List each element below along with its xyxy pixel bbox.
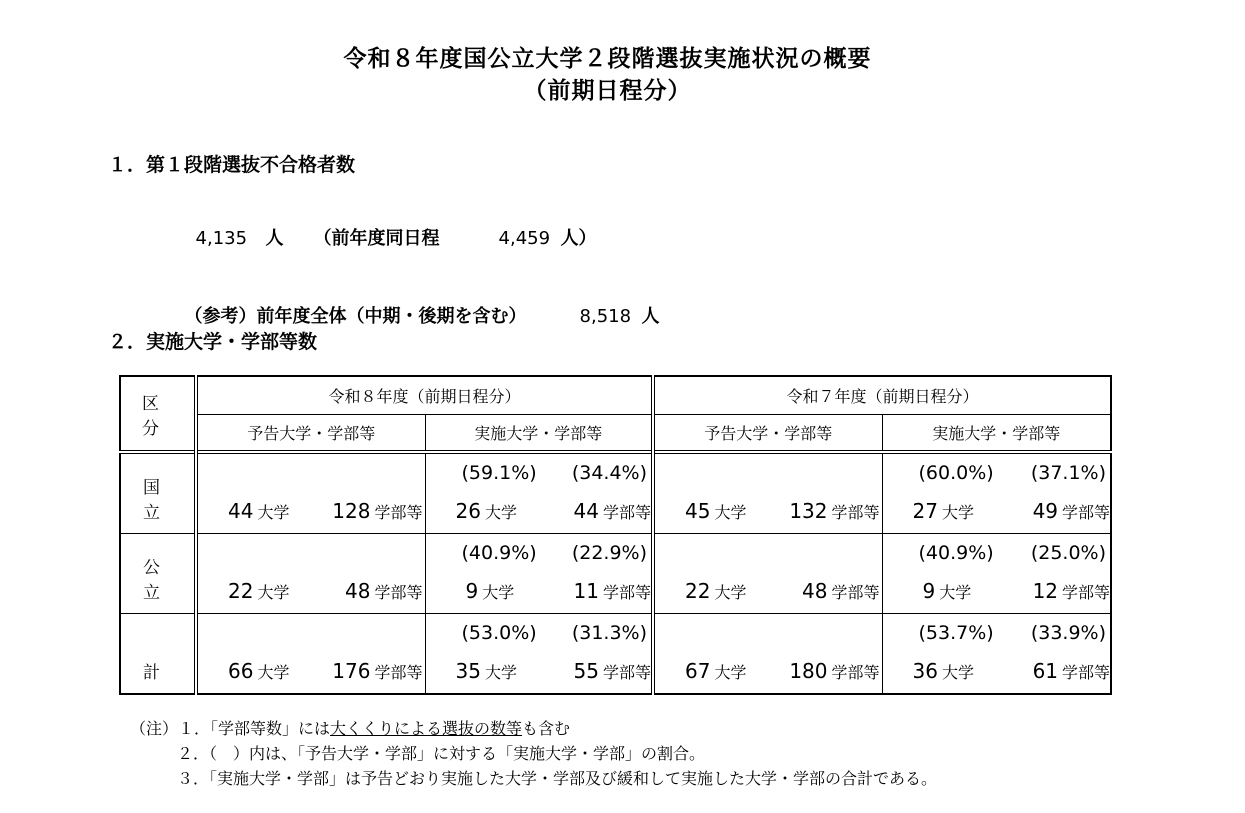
value: 180 <box>789 659 828 683</box>
unit: 大学 <box>257 663 290 682</box>
unit: 学部等 <box>831 503 880 522</box>
rejected-unit: 人 <box>265 228 284 249</box>
unit: 学部等 <box>603 583 652 602</box>
pct-univ: (53.0%) <box>461 622 537 644</box>
pct-univ: (60.0%) <box>918 462 994 484</box>
r8-yokoku-cell <box>196 534 425 614</box>
value: 9 <box>922 579 936 603</box>
note-1-prefix: （注）１．「学部等数」には <box>130 719 331 738</box>
page-subtitle: （前期日程分） <box>523 78 692 104</box>
university-table <box>119 375 1112 695</box>
unit: 大学 <box>257 503 290 522</box>
pct-univ: (40.9%) <box>461 542 537 564</box>
table-row <box>120 614 1111 695</box>
r7-jisshi-cell <box>882 614 1111 695</box>
r8-yokoku-cell <box>196 452 425 534</box>
value: 11 <box>573 579 599 603</box>
unit: 学部等 <box>603 503 652 522</box>
value: 26 <box>455 499 481 523</box>
r8-jisshi-cell <box>425 452 653 534</box>
r8-header: 令和８年度（前期日程分） <box>196 376 653 414</box>
section2-heading: ２．実施大学・学部等数 <box>108 331 318 353</box>
kubun-header: 区 分 <box>120 376 196 452</box>
unit: 大学 <box>714 663 747 682</box>
value: 48 <box>345 579 371 603</box>
unit: 学部等 <box>831 583 880 602</box>
pct-univ: (40.9%) <box>918 542 994 564</box>
pct-fac: (22.9%) <box>571 542 648 564</box>
unit: 大学 <box>939 583 972 602</box>
value: 176 <box>332 659 371 683</box>
page-title: 令和８年度国公立大学２段階選抜実施状況の概要 <box>343 46 872 72</box>
value: 22 <box>228 579 254 603</box>
note-3: ３．「実施大学・学部」は予告どおり実施した大学・学部及び緩和して実施した大学・学部の合計である。 <box>177 769 938 788</box>
unit: 学部等 <box>1062 503 1111 522</box>
rejected-count-line <box>183 203 597 250</box>
pct-univ: (53.7%) <box>918 622 994 644</box>
r8-jisshi-cell <box>425 534 653 614</box>
row-label: 計 <box>120 614 196 695</box>
row-label: 国 立 <box>120 452 196 534</box>
r7-header: 令和７年度（前期日程分） <box>653 376 1111 414</box>
reference-line <box>172 281 660 328</box>
value: 9 <box>465 579 479 603</box>
value: 48 <box>802 579 828 603</box>
unit: 大学 <box>714 503 747 522</box>
unit: 大学 <box>941 503 974 522</box>
unit: 大学 <box>484 663 517 682</box>
value: 36 <box>912 659 938 683</box>
reference-unit: 人 <box>641 306 660 327</box>
note-1-suffix: も含む <box>522 719 571 738</box>
rejected-count: 4,135 <box>195 228 248 249</box>
value: 44 <box>573 499 599 523</box>
pct-univ: (59.1%) <box>461 462 537 484</box>
section1-heading: １．第１段階選抜不合格者数 <box>108 154 356 176</box>
r7-yokoku-header: 予告大学・学部等 <box>653 414 882 452</box>
reference-label: （参考）前年度全体（中期・後期を含む） <box>184 306 527 327</box>
value: 132 <box>789 499 828 523</box>
r8-jisshi-header: 実施大学・学部等 <box>425 414 653 452</box>
unit: 学部等 <box>831 663 880 682</box>
prev-label: （前年度同日程 <box>313 228 440 249</box>
note-1-underlined: 大くくりによる選抜の数等 <box>330 719 523 738</box>
value: 128 <box>332 499 371 523</box>
r7-jisshi-header: 実施大学・学部等 <box>882 414 1111 452</box>
unit: 学部等 <box>1062 663 1111 682</box>
value: 45 <box>685 499 711 523</box>
notes <box>130 716 937 791</box>
table-row <box>120 534 1111 614</box>
pct-fac: (33.9%) <box>1030 622 1107 644</box>
value: 49 <box>1032 499 1059 523</box>
prev-unit: 人） <box>560 228 597 249</box>
value: 12 <box>1032 579 1059 603</box>
r8-yokoku-header: 予告大学・学部等 <box>196 414 425 452</box>
value: 66 <box>228 659 254 683</box>
unit: 大学 <box>714 583 747 602</box>
unit: 大学 <box>482 583 515 602</box>
value: 61 <box>1032 659 1059 683</box>
value: 35 <box>455 659 481 683</box>
value: 27 <box>912 499 938 523</box>
unit: 学部等 <box>603 663 652 682</box>
unit: 学部等 <box>1062 583 1111 602</box>
value: 67 <box>685 659 711 683</box>
r7-jisshi-cell <box>882 452 1111 534</box>
value: 55 <box>573 659 599 683</box>
note-2: ２．（ ）内は、「予告大学・学部」に対する「実施大学・学部」の割合。 <box>177 744 706 763</box>
r7-yokoku-cell <box>653 452 882 534</box>
r8-jisshi-cell <box>425 614 653 695</box>
pct-fac: (25.0%) <box>1030 542 1107 564</box>
unit: 大学 <box>941 663 974 682</box>
r7-yokoku-cell <box>653 614 882 695</box>
row-label: 公 立 <box>120 534 196 614</box>
unit: 学部等 <box>374 583 423 602</box>
pct-fac: (31.3%) <box>571 622 648 644</box>
r7-yokoku-cell <box>653 534 882 614</box>
pct-fac: (37.1%) <box>1030 462 1107 484</box>
r7-jisshi-cell <box>882 534 1111 614</box>
note-1 <box>130 716 937 741</box>
table-row <box>120 452 1111 534</box>
reference-count: 8,518 <box>579 306 632 327</box>
value: 44 <box>228 499 254 523</box>
unit: 学部等 <box>374 663 423 682</box>
pct-fac: (34.4%) <box>571 462 648 484</box>
unit: 大学 <box>484 503 517 522</box>
prev-count: 4,459 <box>498 228 551 249</box>
r8-yokoku-cell <box>196 614 425 695</box>
unit: 学部等 <box>374 503 423 522</box>
value: 22 <box>685 579 711 603</box>
unit: 大学 <box>257 583 290 602</box>
